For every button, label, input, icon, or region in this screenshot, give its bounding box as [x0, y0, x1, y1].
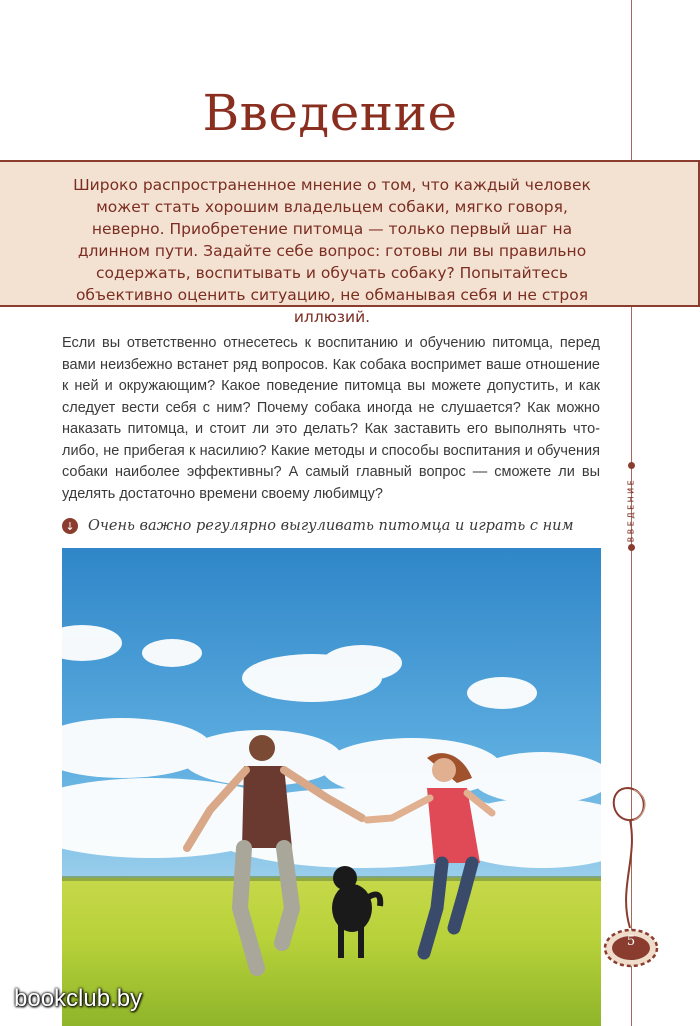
body-paragraph: Если вы ответственно отнесетесь к воспитанию и обучению питомца, перед вами неизбежно встанет ряд вопросов. Как собака воспримет ваше отношение к ней и окружающим? Какое поведение питомца вы можете допустить, и как следует вести себя с ним? Почему собака иногда не слушается? Как можно наказать питомца, и стоит ли это делать? Как заставить его выполнять что-либо, не прибегая к насилию? Какие методы и способы воспитания и обучения собаки наиболее эффективны? А самый главный вопрос — сможете ли вы уделять достаточно времени своему любимцу?	[62, 335, 600, 502]
intro-box	[0, 160, 700, 326]
photo-couple-running-with-dog	[62, 548, 601, 1026]
page-number: 5	[626, 934, 636, 949]
caption-text: Очень важно регулярно выгуливать питомца и играть с ним	[88, 518, 574, 534]
intro-text: Широко распространенное мнение о том, что каждый человек может стать хорошим владельцем собаки, мягко говоря, неверно. Приобретение питомца — только первый шаг на длинном пути. Задайте себе вопрос: готовы ли вы правильно содержать, воспитывать и обучать собаку? Попытайтесь объективно оценить ситуацию, не обманывая себя и не строя иллюзий.	[73, 176, 591, 326]
down-arrow-circle-icon: ↓	[62, 518, 78, 534]
side-dot-bottom	[628, 544, 635, 551]
chapter-title: Введение	[202, 84, 458, 142]
side-dot-top	[628, 462, 635, 469]
photo-caption	[62, 516, 602, 536]
section-side-label: ВВЕДЕНИЕ	[626, 477, 636, 543]
watermark: bookclub.by	[14, 985, 143, 1012]
